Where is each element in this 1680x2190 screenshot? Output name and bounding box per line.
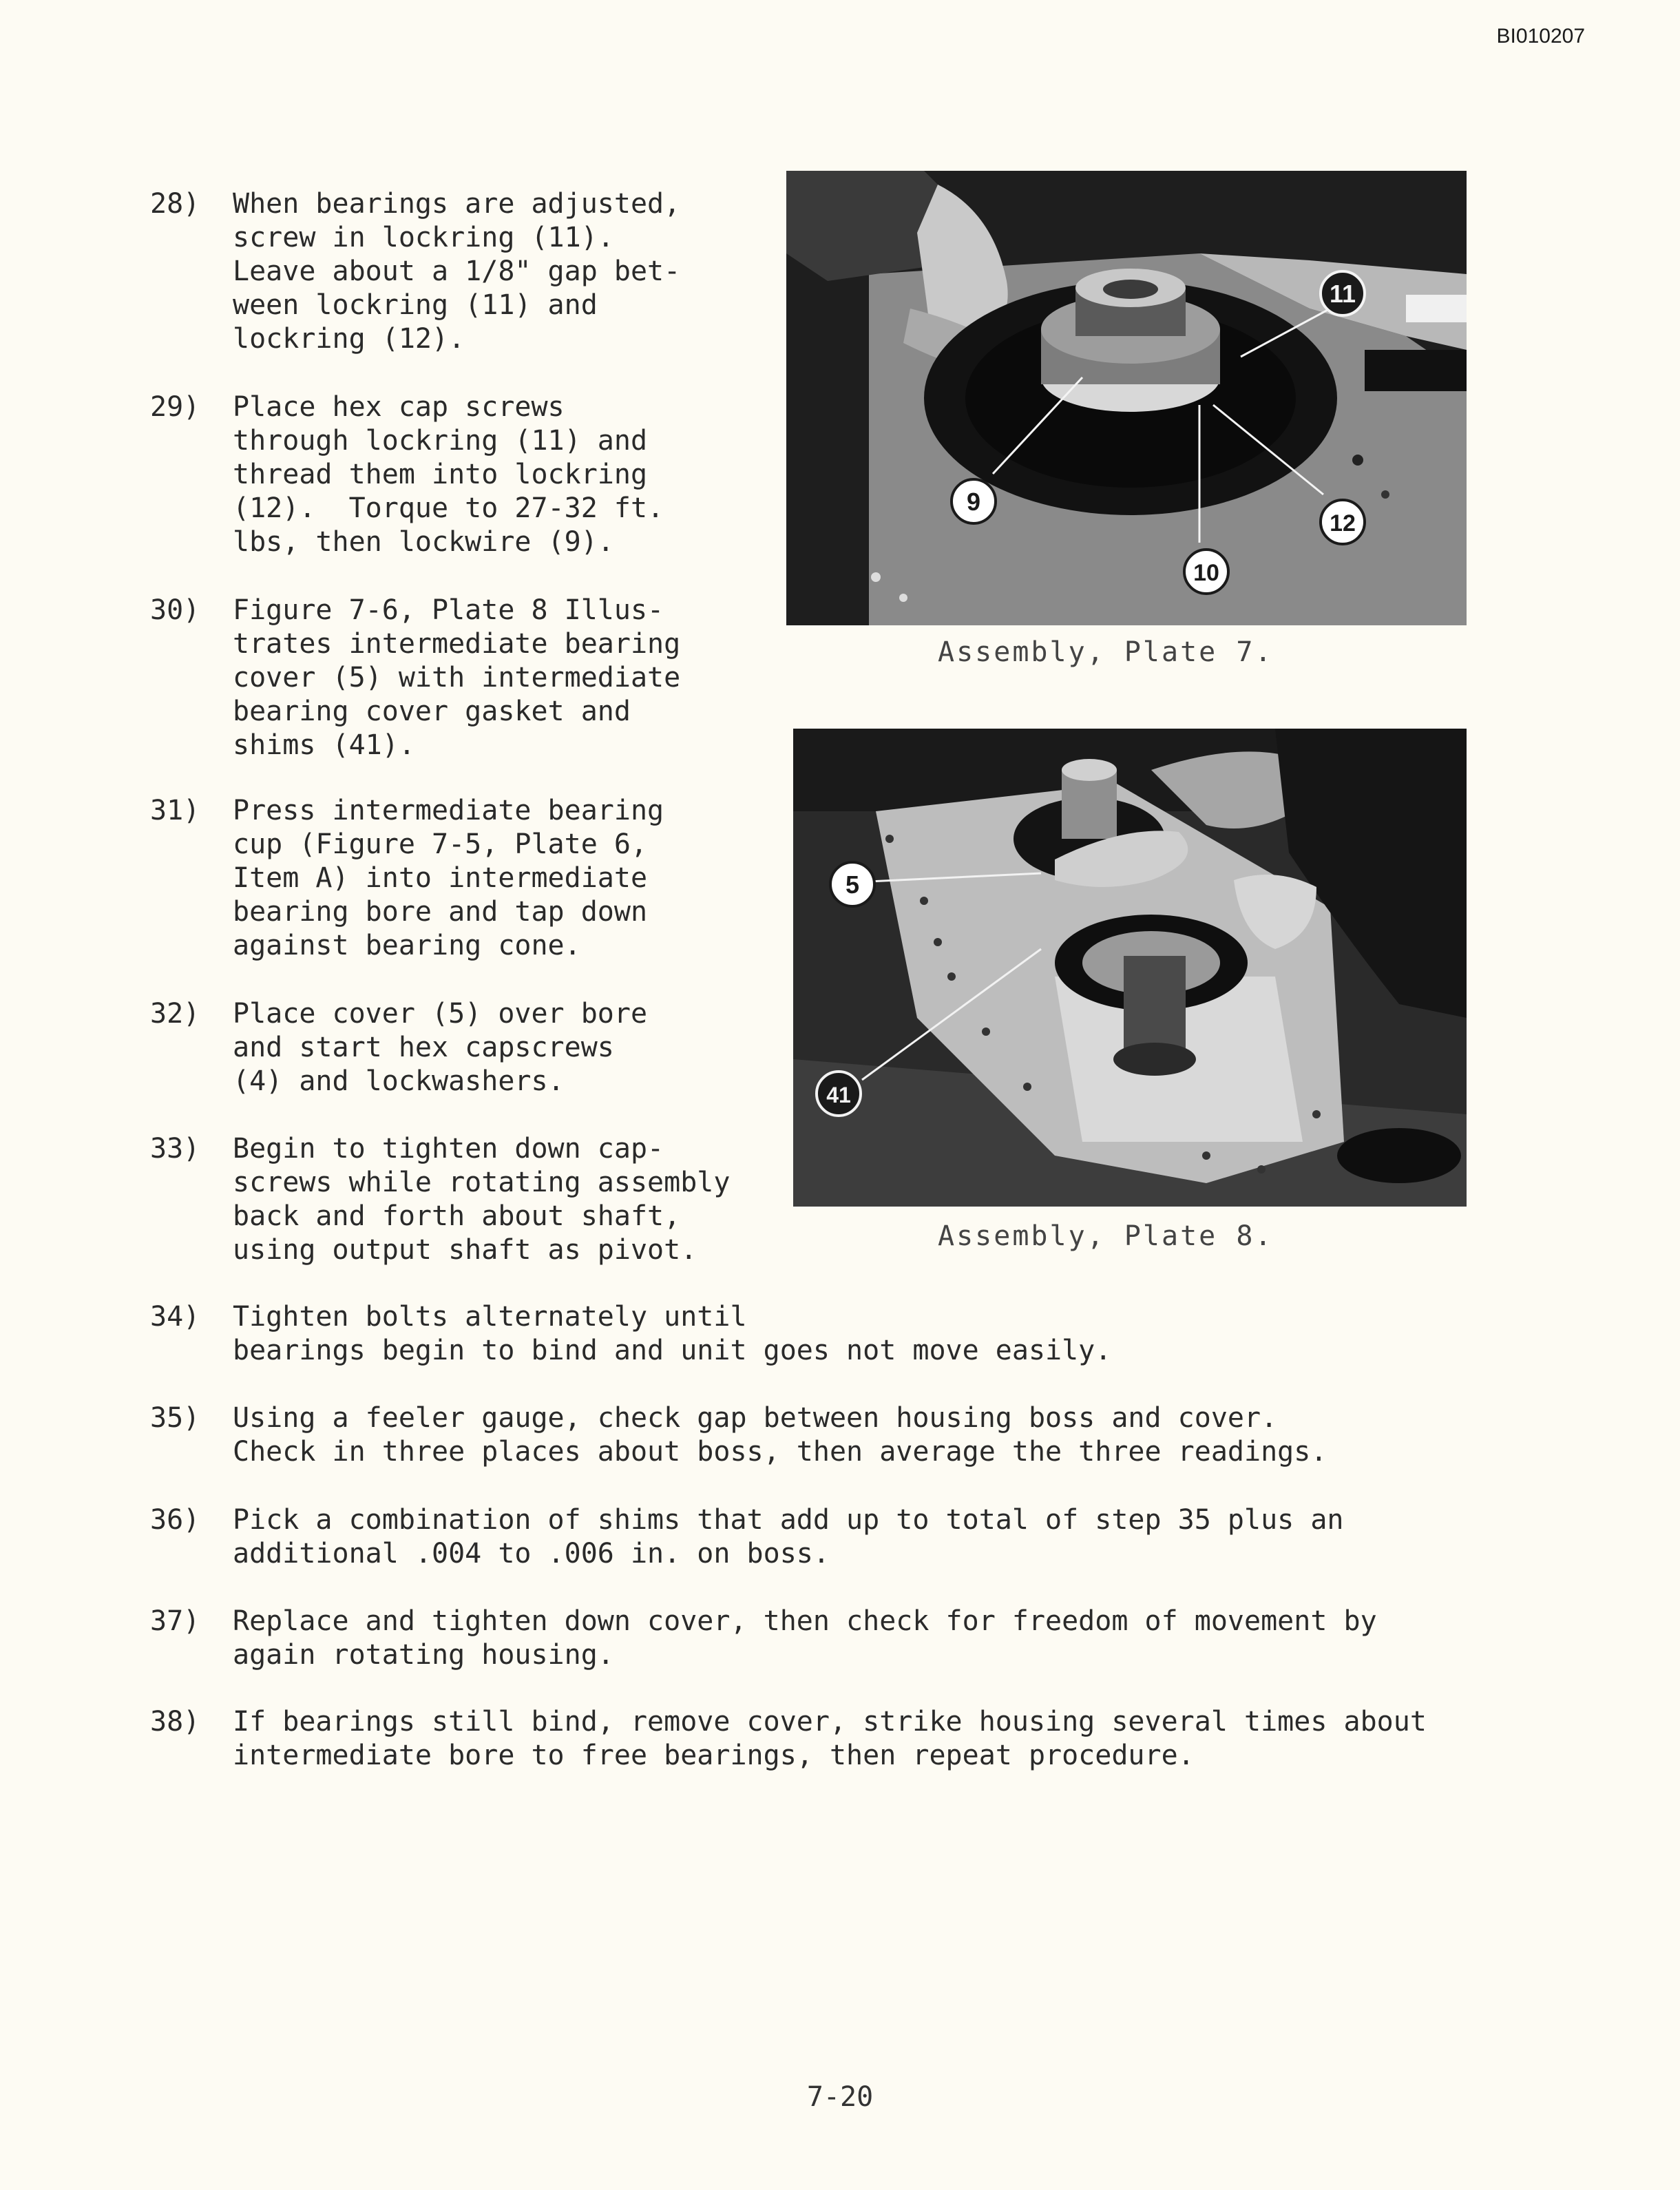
step-number: 35)	[150, 1402, 200, 1434]
svg-text:41: 41	[826, 1083, 851, 1107]
svg-text:9: 9	[966, 488, 981, 516]
callout-9	[952, 479, 996, 523]
callout-41	[817, 1072, 861, 1116]
svg-text:5: 5	[845, 870, 860, 899]
step-text: Press intermediate bearing cup (Figure 7-5, Plate 6, Item A) into intermediate bearing bore and tap down against bearing cone.	[233, 795, 664, 961]
callout-12	[1321, 500, 1365, 544]
callout-11	[1321, 271, 1365, 315]
step-text: Begin to tighten down cap- screws while rotating assembly back and forth about shaft, using output shaft as pivot.	[233, 1133, 731, 1266]
callout-5	[830, 862, 874, 906]
step-text: Tighten bolts alternately until bearings begin to bind and unit goes not move easily.	[233, 1301, 1112, 1366]
step-number: 32)	[150, 998, 200, 1030]
page-number: 7-20	[806, 2081, 874, 2113]
step-number: 31)	[150, 795, 200, 826]
step-text: Replace and tighten down cover, then check for freedom of movement by again rotating housing.	[233, 1605, 1377, 1671]
step-text: Place cover (5) over bore and start hex capscrews (4) and lockwashers.	[233, 998, 648, 1097]
step-text: When bearings are adjusted, screw in lockring (11). Leave about a 1/8" gap bet- ween lockring (11) and lockring (12).	[233, 188, 681, 355]
svg-text:10: 10	[1193, 560, 1219, 586]
step-number: 29)	[150, 391, 200, 423]
step-number: 33)	[150, 1133, 200, 1165]
step-number: 28)	[150, 188, 200, 220]
step-number: 36)	[150, 1504, 200, 1536]
figure-plate-8-photo	[793, 729, 1467, 1207]
svg-text:11: 11	[1329, 280, 1356, 308]
step-number: 38)	[150, 1706, 200, 1738]
step-number: 37)	[150, 1605, 200, 1637]
figure-plate-7-photo	[786, 171, 1467, 625]
figure-caption-plate-8: Assembly, Plate 8.	[938, 1220, 1274, 1252]
step-number: 34)	[150, 1301, 200, 1333]
step-text: Figure 7-6, Plate 8 Illus- trates intermediate bearing cover (5) with intermediate bearing cover gasket and shims (41).	[233, 594, 681, 761]
svg-text:12: 12	[1330, 510, 1356, 536]
figure-caption-plate-7: Assembly, Plate 7.	[938, 636, 1274, 668]
step-text: If bearings still bind, remove cover, strike housing several times about intermediate bore to free bearings, then repeat procedure.	[233, 1706, 1427, 1771]
callout-10	[1184, 550, 1228, 594]
step-text: Using a feeler gauge, check gap between housing boss and cover. Check in three places about boss, then average the three readings.	[233, 1402, 1327, 1468]
step-number: 30)	[150, 594, 200, 626]
step-text: Pick a combination of shims that add up to total of step 35 plus an additional .004 to .006 in. on boss.	[233, 1504, 1344, 1570]
step-text: Place hex cap screws through lockring (11) and thread them into lockring (12). Torque to 27-32 ft. lbs, then lockwire (9).	[233, 391, 664, 558]
document-id: BI010207	[1496, 25, 1585, 48]
